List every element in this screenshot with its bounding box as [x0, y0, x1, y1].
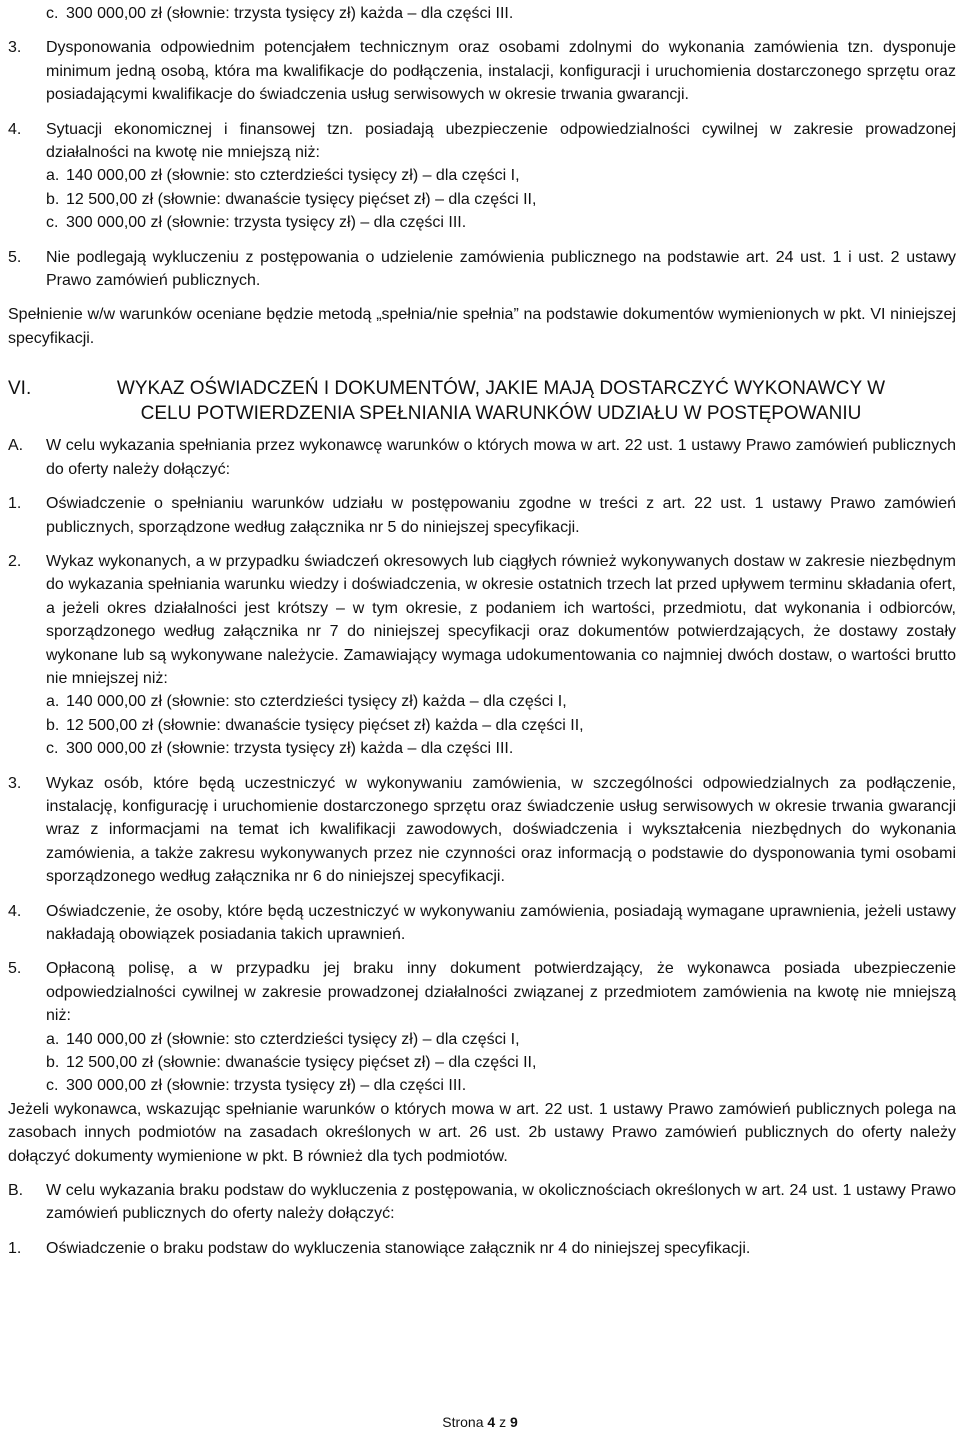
list-text: 300 000,00 zł (słownie: trzysta tysięcy zł) – dla części III.: [66, 214, 467, 232]
list-number: 5.: [8, 248, 22, 266]
list-marker: b.: [46, 190, 60, 208]
section-title: [46, 376, 956, 426]
item-text: Wykaz wykonanych, a w przypadku świadczeń okresowych lub ciągłych również wykonywanych dostaw w zakresie niezbędnym do wykazania spełniania warunku wiedzy i doświadczenia, w okresie ostatnich trzech lat przed upływem terminu składania ofert, a jeżeli okres działalności jest krótszy – w tym okresie, z podaniem ich wartości, przedmiotu, dat wykonania i odbiorców, sporządzonego według załącznika nr 7 do niniejszej specyfikacji oraz dokumentów potwierdzających, że dostawy zostały wykonane lub są wykonywane należycie. Zamawiający wymaga udokumentowania co najmniej dwóch dostaw, o wartości brutto nie mniejszej niż:: [46, 552, 956, 687]
list-marker: c.: [46, 214, 59, 232]
page-current: 4: [487, 1414, 496, 1430]
page-separator: z: [499, 1414, 507, 1430]
part-label: B.: [8, 1182, 24, 1200]
part-intro-text: W celu wykazania spełniania przez wykonawcę warunków o których mowa w art. 22 ust. 1 ustawy Prawo zamówień publicznych do oferty należy dołączyć:: [46, 437, 956, 478]
document-page: [8, 2, 956, 1260]
part-a-item-5: [8, 957, 956, 1027]
part-b-item-1: [8, 1237, 956, 1260]
item-text: Oświadczenie o spełnianiu warunków udziału w postępowaniu zgodne w treści z art. 22 ust. 1 ustawy Prawo zamówień publicznych, sporządzone według załącznika nr 5 do niniejszej specyfikacji.: [46, 495, 956, 536]
list-marker: c.: [46, 5, 59, 22]
item-text: Wykaz osób, które będą uczestniczyć w wykonywaniu zamówienia, w szczególności odpowiedzialnych za podłączenie, instalację, konfigurację i uruchomienie dostarczonego sprzętu oraz świadczenie usług serwisowych w okresie trwania gwarancji wraz z informacjami na temat ich kwalifikacji zawodowych, doświadczenia i wykształcenia niezbędnych do wykonania zamówienia, a także zakresu wykonywanych przez nie czynności oraz informacją o podstawie do dysponowania tymi osobami sporządzonego według załącznika nr 6 do niniejszej specyfikacji.: [46, 774, 956, 886]
item-text: Opłaconą polisę, a w przypadku jej braku inny dokument potwierdzający, że wykonawca posiada ubezpieczenie odpowiedzialności cywilnej w zakresie prowadzonej działalności związanej z przedmiotem zamówienia na kwotę nie mniejszą niż:: [46, 960, 956, 1025]
part-a-item-4: [8, 900, 956, 947]
section-title-line-2: CELU POTWIERDZENIA SPEŁNIANIA WARUNKÓW UDZIAŁU W POSTĘPOWANIU: [140, 403, 862, 425]
part-b-intro: [8, 1179, 956, 1226]
list-marker: c.: [46, 740, 59, 758]
part-a-item-3: [8, 772, 956, 889]
page-total: 9: [509, 1414, 518, 1430]
list-number: 3.: [8, 39, 22, 57]
list-text: 140 000,00 zł (słownie: sto czterdzieści tysięcy zł) każda – dla części I,: [66, 693, 567, 711]
part-a-item-5-b: [8, 1051, 956, 1074]
condition-4-item-a: [8, 164, 956, 187]
part-a-item-2-b: [8, 714, 956, 737]
condition-5: [8, 246, 956, 293]
list-number: 4.: [8, 120, 22, 138]
condition-4: [8, 118, 956, 165]
item-text: Oświadczenie o braku podstaw do wykluczenia stanowiące załącznik nr 4 do niniejszej specyfikacji.: [46, 1239, 751, 1257]
part-a-item-5-a: [8, 1028, 956, 1051]
list-marker: c.: [46, 1077, 59, 1095]
list-number: 4.: [8, 902, 22, 920]
part-a-item-1: [8, 492, 956, 539]
list-text: 140 000,00 zł (słownie: sto czterdzieści tysięcy zł) – dla części I,: [66, 167, 520, 185]
list-number: 1.: [8, 1239, 22, 1257]
part-a-outro: Jeżeli wykonawca, wskazując spełnianie warunków o których mowa w art. 22 ust. 1 ustawy Prawo zamówień publicznych polega na zasobach innych podmiotów na zasadach określonych w art. 26 ust. 2b ustawy Prawo zamówień publicznych do oferty należy dołączyć dokumenty wymienione w pkt. B również dla tych podmiotów.: [8, 1100, 956, 1165]
condition-3: [8, 36, 956, 106]
part-a-item-2-a: [8, 690, 956, 713]
assessment-paragraph: Spełnienie w/w warunków oceniane będzie metodą „spełnia/nie spełnia” na podstawie dokumentów wymienionych w pkt. VI niniejszej specyfikacji.: [8, 306, 956, 347]
list-marker: a.: [46, 693, 60, 711]
item-text: Oświadczenie, że osoby, które będą uczestniczyć w wykonywaniu zamówienia, posiadają wymagane uprawnienia, jeżeli ustawy nakładają obowiązek posiadania takich uprawnień.: [46, 902, 956, 943]
list-text: 300 000,00 zł (słownie: trzysta tysięcy zł) każda – dla części III.: [66, 740, 514, 758]
part-a-item-2: [8, 550, 956, 690]
list-marker: a.: [46, 1030, 60, 1048]
list-text: 300 000,00 zł (słownie: trzysta tysięcy zł) każda – dla części III.: [66, 5, 514, 22]
condition-text: Sytuacji ekonomicznej i finansowej tzn. posiadają ubezpieczenie odpowiedzialności cywilnej w zakresie prowadzonej działalności na kwotę nie mniejszą niż:: [46, 120, 956, 162]
part-intro-text: W celu wykazania braku podstaw do wykluczenia z postępowania, w okolicznościach określonych w art. 24 ust. 1 ustawy Prawo zamówień publicznych do oferty należy dołączyć:: [46, 1182, 956, 1223]
section-title-line-1: WYKAZ OŚWIADCZEŃ I DOKUMENTÓW, JAKIE MAJĄ DOSTARCZYĆ WYKONAWCY W: [116, 378, 886, 400]
page-label: Strona: [442, 1414, 484, 1430]
list-text: 300 000,00 zł (słownie: trzysta tysięcy zł) – dla części III.: [66, 1077, 467, 1095]
list-number: 5.: [8, 960, 22, 978]
list-marker: a.: [46, 167, 60, 185]
section-heading: [8, 376, 956, 426]
list-number: 3.: [8, 774, 22, 792]
part-a-item-5-c: [8, 1074, 956, 1097]
condition-text: Dysponowania odpowiednim potencjałem technicznym oraz osobami zdolnymi do wykonania zamówienia tzn. dysponuje minimum jedną osobą, która ma kwalifikacje do podłączenia, instalacji, konfiguracji i uruchomienia dostarczonego sprzętu oraz posiadającymi kwalifikacje do świadczenia usług serwisowych w okresie trwania gwarancji.: [46, 39, 956, 104]
list-text: 12 500,00 zł (słownie: dwanaście tysięcy pięćset zł) każda – dla części II,: [66, 716, 584, 734]
list-text: 140 000,00 zł (słownie: sto czterdzieści tysięcy zł) – dla części I,: [66, 1030, 520, 1048]
condition-4-item-b: [8, 188, 956, 211]
list-number: 1.: [8, 495, 22, 513]
list-text: 12 500,00 zł (słownie: dwanaście tysięcy pięćset zł) – dla części II,: [66, 190, 537, 208]
page-footer: [0, 1414, 960, 1430]
top-list-item-c: [8, 2, 956, 25]
list-marker: b.: [46, 1054, 60, 1072]
part-a-item-2-c: [8, 737, 956, 760]
list-marker: b.: [46, 716, 60, 734]
part-a-intro: [8, 434, 956, 481]
list-text: 12 500,00 zł (słownie: dwanaście tysięcy pięćset zł) – dla części II,: [66, 1054, 537, 1072]
condition-4-item-c: [8, 211, 956, 234]
part-label: A.: [8, 437, 24, 455]
section-number: VI.: [8, 378, 32, 400]
list-number: 2.: [8, 552, 22, 570]
condition-text: Nie podlegają wykluczeniu z postępowania o udzielenie zamówienia publicznego na podstawie art. 24 ust. 1 i ust. 2 ustawy Prawo zamówień publicznych.: [46, 248, 956, 290]
